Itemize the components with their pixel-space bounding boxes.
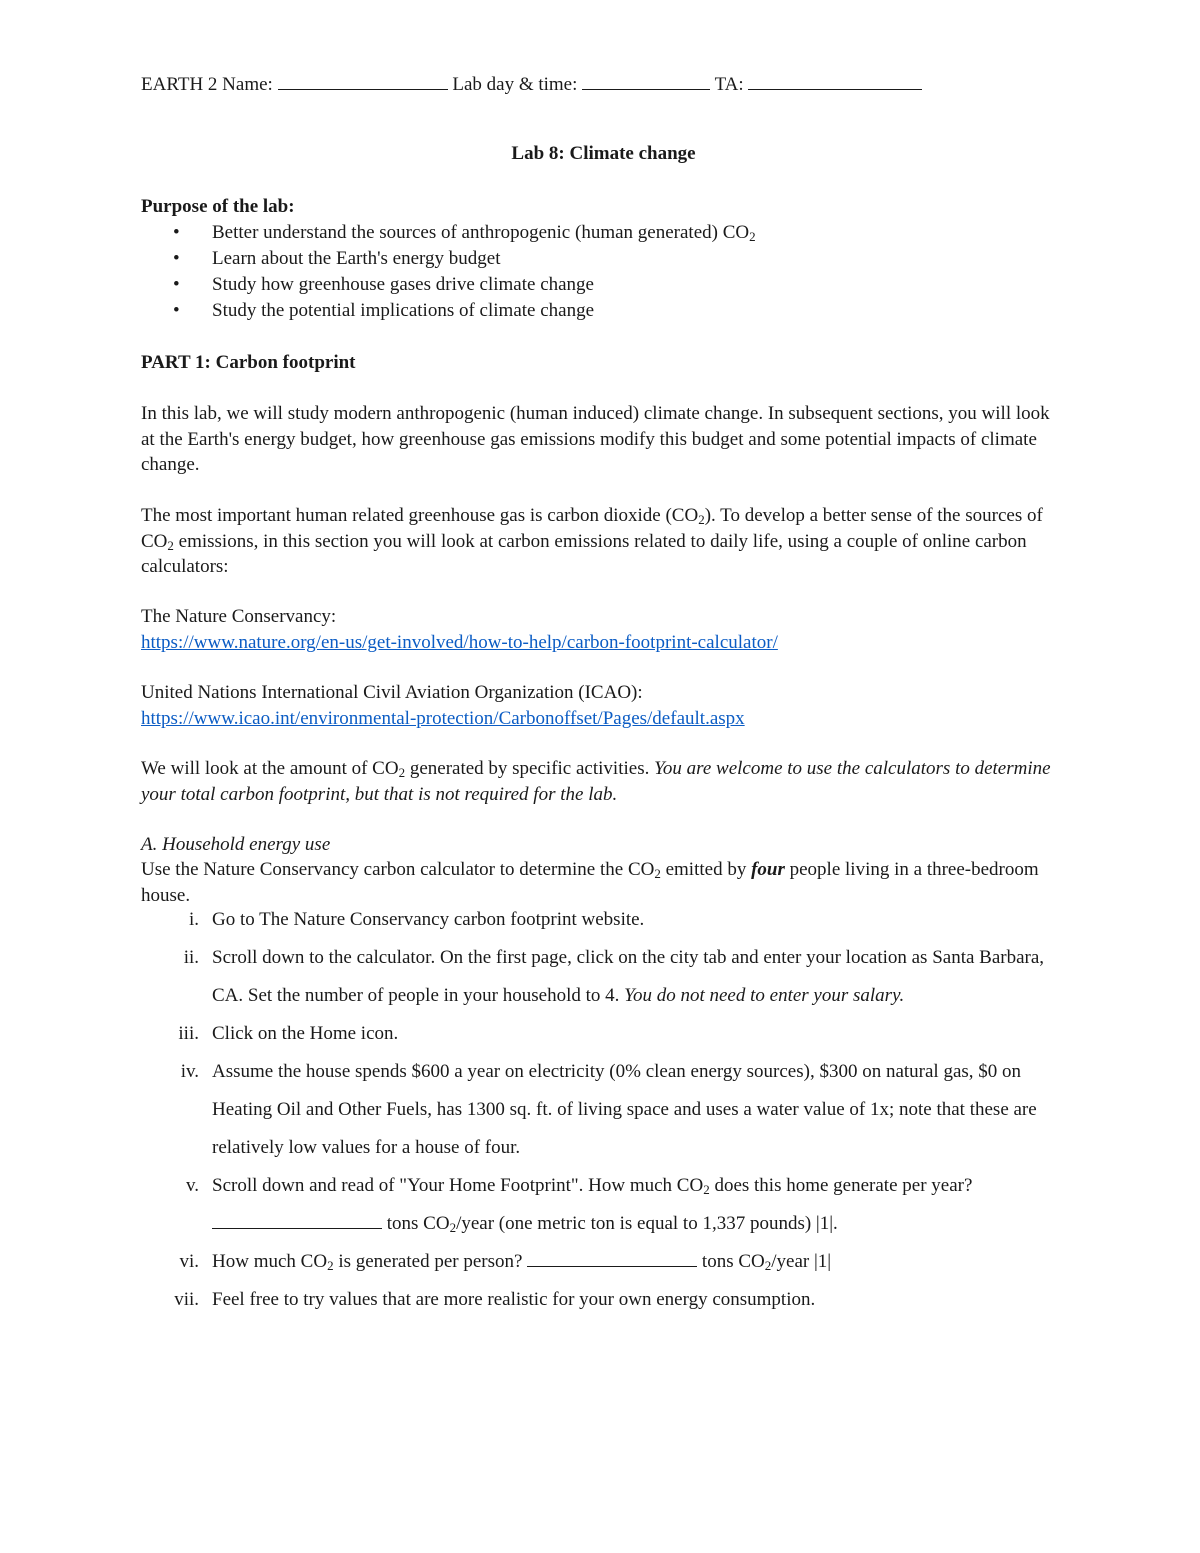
list-item: • Better understand the sources of anthropogenic (human generated) $CO_2$ <box>141 220 1066 246</box>
list-item: ii. Scroll down to the calculator. On the first page, click on the city tab and enter your location as Santa Barbara, CA. Set the number of people in your household to 4. You do not need to enter your salary. <box>183 947 1045 1006</box>
ta-blank[interactable] <box>748 72 922 90</box>
ta-label: TA: <box>714 74 744 95</box>
nature-link[interactable]: https://www.nature.org/en-us/get-involved/how-to-help/carbon-footprint-calculator/ <box>141 631 778 653</box>
section-a-heading: A. Household energy use <box>141 834 331 855</box>
page-title: Lab 8: Climate change <box>511 143 696 164</box>
activities-paragraph: We will look at the amount of $CO_2$ generated by specific activities. You are welcome to use the calculators to determine your total carbon footprint, but that is not required for the lab. <box>141 758 1051 805</box>
list-item: iii. Click on the Home icon. <box>178 1023 399 1044</box>
nature-conservancy-ref <box>141 604 1066 655</box>
nature-label: The Nature Conservancy: <box>141 606 337 627</box>
lab-day-label: Lab day & time: <box>452 74 578 95</box>
home-co2-answer-blank[interactable] <box>212 1210 382 1229</box>
part1-heading: PART 1: Carbon footprint <box>141 352 356 373</box>
list-item: v. Scroll down and read of "Your Home Footprint". How much $CO_2$ does this home generate per year? tons $CO_2$/year (one metric ton is equal to 1,337 pounds) |1|. <box>185 1175 973 1235</box>
purpose-section <box>141 194 1066 324</box>
per-person-answer-blank[interactable] <box>527 1248 697 1267</box>
list-item: iv. Assume the house spends $600 a year on electricity (0% clean energy sources), $300 on natural gas, $0 on Heating Oil and Other Fuels, has 1300 sq. ft. of living space and uses a water value of 1x; note that these are relatively low values for a house of four. <box>180 1061 1037 1158</box>
part1-intro: In this lab, we will study modern anthropogenic (human induced) climate change. In subsequent sections, you will look at the Earth's energy budget, how greenhouse gas emissions modify this budget and some potential impacts of climate change. <box>141 403 1050 475</box>
list-item: • Study how greenhouse gases drive climate change <box>141 272 1066 298</box>
icao-label: United Nations International Civil Aviation Organization (ICAO): <box>141 682 643 703</box>
list-item: vii. Feel free to try values that are more realistic for your own energy consumption. <box>174 1289 816 1310</box>
list-item: • Learn about the Earth's energy budget <box>141 246 1066 272</box>
course-name-label: EARTH 2 Name: <box>141 74 273 95</box>
lab-day-blank[interactable] <box>582 72 710 90</box>
part1-paragraph-co2: The most important human related greenhouse gas is carbon dioxide $(CO_2)$. To develop a better sense of the sources of $CO_2$ emissions, in this section you will look at carbon emissions related to daily life, using a couple of online carbon calculators: <box>141 505 1043 577</box>
section-a-steps <box>141 901 1066 1319</box>
section-a-intro: Use the Nature Conservancy carbon calculator to determine the $CO_2$ emitted by four people living in a three-bedroom house. <box>141 859 1039 906</box>
icao-link[interactable]: https://www.icao.int/environmental-protection/Carbonoffset/Pages/default.aspx <box>141 707 745 729</box>
purpose-heading: Purpose of the lab: <box>141 196 295 217</box>
list-item: i. Go to The Nature Conservancy carbon footprint website. <box>188 909 645 930</box>
worksheet-header <box>141 72 922 96</box>
name-blank[interactable] <box>278 72 448 90</box>
icao-ref <box>141 680 1066 731</box>
list-item: • Study the potential implications of climate change <box>141 298 1066 324</box>
list-item: vi. How much $CO_2$ is generated per person? tons $CO_2$/year |1| <box>141 1243 1066 1281</box>
purpose-list <box>141 220 1066 324</box>
